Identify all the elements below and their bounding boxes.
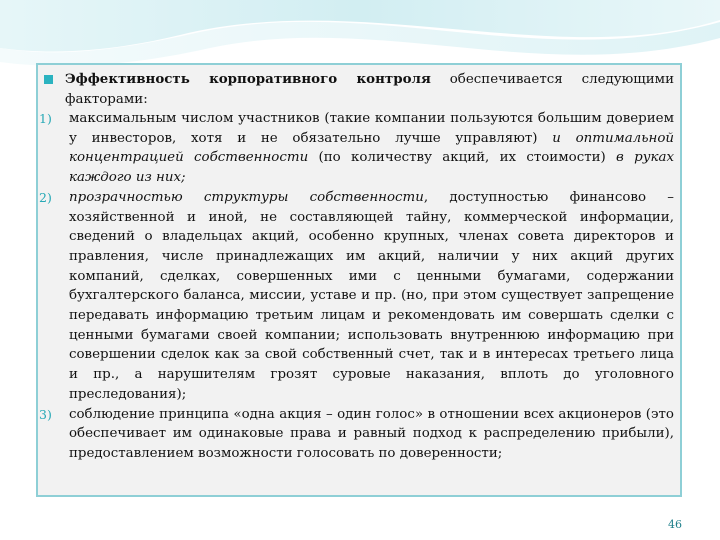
page-number: 46	[668, 518, 682, 531]
intro-title-rest: обеспечивается следующими факторами:	[65, 72, 675, 107]
intro-bullet	[44, 70, 674, 109]
intro-title-bold: Эффективность корпоративного контроля	[65, 71, 431, 87]
list-item	[36, 405, 674, 464]
intro-text	[44, 70, 674, 109]
list-item-text: максимальным числом участников (такие компании пользуются большим доверием у инвесторов, хотя и не обязательно лучше управляют)	[69, 111, 674, 146]
list-item-text: (по количеству акций, их стоимости)	[308, 150, 617, 166]
list-item-text: соблюдение принципа «одна акция – один голос» в отношении всех акционеров (это обеспечивает им одинаковые права и равный подход к распределению прибыли), предоставлением возможности голосовать по доверенности;	[69, 406, 674, 461]
factors-list	[36, 109, 674, 464]
bullet-square-icon	[44, 75, 53, 84]
list-item-text: , доступностью финансово – хозяйственной и иной, не составляющей тайну, коммерческой информации, сведений о владельцах акций, особенно крупных, членах совета директоров и правления, числе принадлежащих им акций, наличии у них акций других компаний, сделках, совершенных ими с ценными бумагами, содержании бухгалтерского баланса, миссии, уставе и пр. (но, при этом существует запрещение передавать информацию третьим лицам и рекомендовать им совершать сделки с ценными бумагами своей компании; использовать внутреннюю информацию при совершении сделок как за свой собственный счет, так и в интересах третьего лица и пр., а нарушителям грозят суровые наказания, вплоть до уголовного преследования);	[69, 189, 674, 402]
list-item-text: в руках каждого из них;	[69, 150, 674, 186]
list-item	[36, 109, 674, 188]
list-item-text: прозрачностью структуры собственности	[69, 189, 424, 205]
list-item	[36, 188, 674, 405]
list-item-text: и оптимальной концентрацией собственности	[69, 130, 674, 166]
list-item-number: 1)	[39, 111, 52, 126]
list-item-number: 2)	[39, 189, 52, 205]
list-item-number: 3)	[39, 406, 52, 422]
